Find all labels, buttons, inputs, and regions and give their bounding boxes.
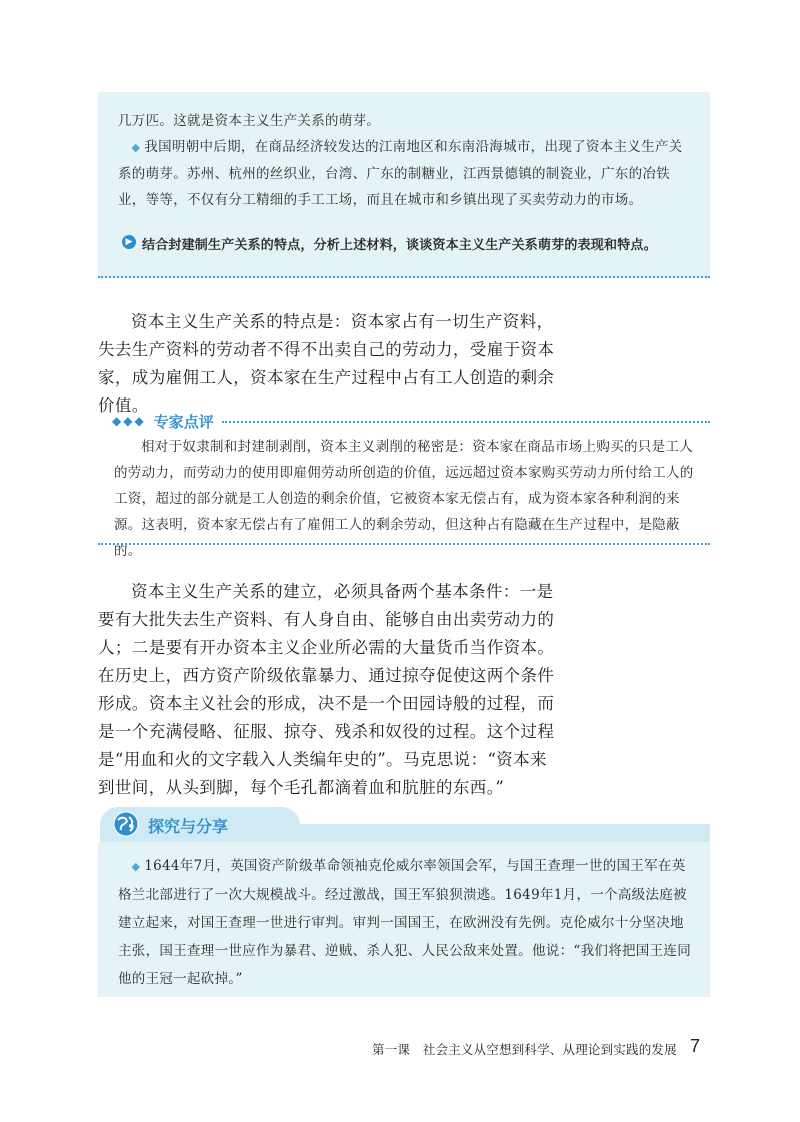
dotted-divider	[98, 543, 710, 545]
material-text	[118, 108, 692, 213]
question-text: 结合封建制生产关系的特点，分析上述材料，谈谈资本主义生产关系萌芽的表现和特点。	[142, 238, 657, 253]
explore-text	[118, 852, 692, 993]
expert-comment-text: 相对于奴隶制和封建制剥削，资本主义剥削的秘密是：资本家在商品市场上购买的只是工人的劳动力，而劳动力的使用即雇佣劳动所创造的价值，远远超过资本家购买劳动力所付给工人的工资，超过的部分就是工人创造的剩余价值，它被资本家无偿占有，成为资本家各种利润的来源。这表明，资本家无偿占有了雇佣工人的剩余劳动，但这种占有隐藏在生产过程中，是隐蔽的。	[114, 439, 694, 559]
expert-comment-title: 专家点评	[153, 412, 214, 431]
body-paragraph-1: 资本主义生产关系的特点是：资本家占有一切生产资料，失去生产资料的劳动者不得不出卖自己的劳动力，受雇于资本家，成为雇佣工人，资本家在生产过程中占有工人创造的剩余价值。	[98, 312, 555, 415]
body-paragraph-2: 资本主义生产关系的建立，必须具备两个基本条件：一是要有大批失去生产资料、有人身自由、能够自由出卖劳动力的人；二是要有开办资本主义企业所必需的大量货币当作资本。在历史上，西方资产阶级依靠暴力、通过掠夺促使这两个条件形成。资本主义社会的形成，决不是一个田园诗般的过程，而是一个充满侵略、征服、掠夺、残杀和奴役的过程。这个过程是“用血和火的文字载入人类编年史的”。马克思说：“资本来到世间，从头到脚，每个毛孔都滴着血和肮脏的东西。”	[98, 582, 555, 797]
material-box	[98, 92, 710, 278]
question-prompt	[125, 234, 657, 253]
dotted-divider	[98, 276, 710, 278]
explore-paragraph	[118, 852, 692, 993]
arrow-right-icon: ▶	[122, 235, 136, 249]
material-paragraph	[118, 134, 692, 213]
diamonds-icon: ◆◆◆	[112, 414, 146, 428]
page-footer-lesson-title: 第一课 社会主义从空想到科学、从理论到实践的发展	[372, 1042, 677, 1057]
explore-section-title: 探究与分享	[148, 817, 229, 836]
material-paragraph-text: 我国明朝中后期，在商品经济较发达的江南地区和东南沿海城市，出现了资本主义生产关系的萌芽。苏州、杭州的丝织业，台湾、广东的制糖业，江西景德镇的制瓷业，广东的冶铁业，等等，不仅有分工精细的手工工场，而且在城市和乡镇出现了买卖劳动力的市场。	[118, 139, 683, 208]
explore-box	[98, 842, 710, 997]
explore-globe-icon	[113, 811, 139, 837]
page-number: 7	[690, 1036, 701, 1056]
expert-comment-header	[112, 410, 710, 432]
diamond-bullet-icon: ◆	[131, 860, 141, 873]
explore-paragraph-text: 1644年7月，英国资产阶级革命领袖克伦威尔率领国会军，与国王查理一世的国王军在英格兰北部进行了一次大规模战斗。经过激战，国王军狼狈溃逃。1649年1月，一个高级法庭被建立起来，对国王查理一世进行审判。审判一国国王，在欧洲没有先例。克伦威尔十分坚决地主张，国王查理一世应作为暴君、逆贼、杀人犯、人民公敌来处置。他说：“我们将把国王连同他的王冠一起砍掉。”	[118, 858, 691, 987]
diamond-bullet-icon: ◆	[131, 141, 141, 154]
material-line-continued: 几万匹。这就是资本主义生产关系的萌芽。	[118, 113, 381, 129]
dotted-divider	[222, 421, 710, 423]
